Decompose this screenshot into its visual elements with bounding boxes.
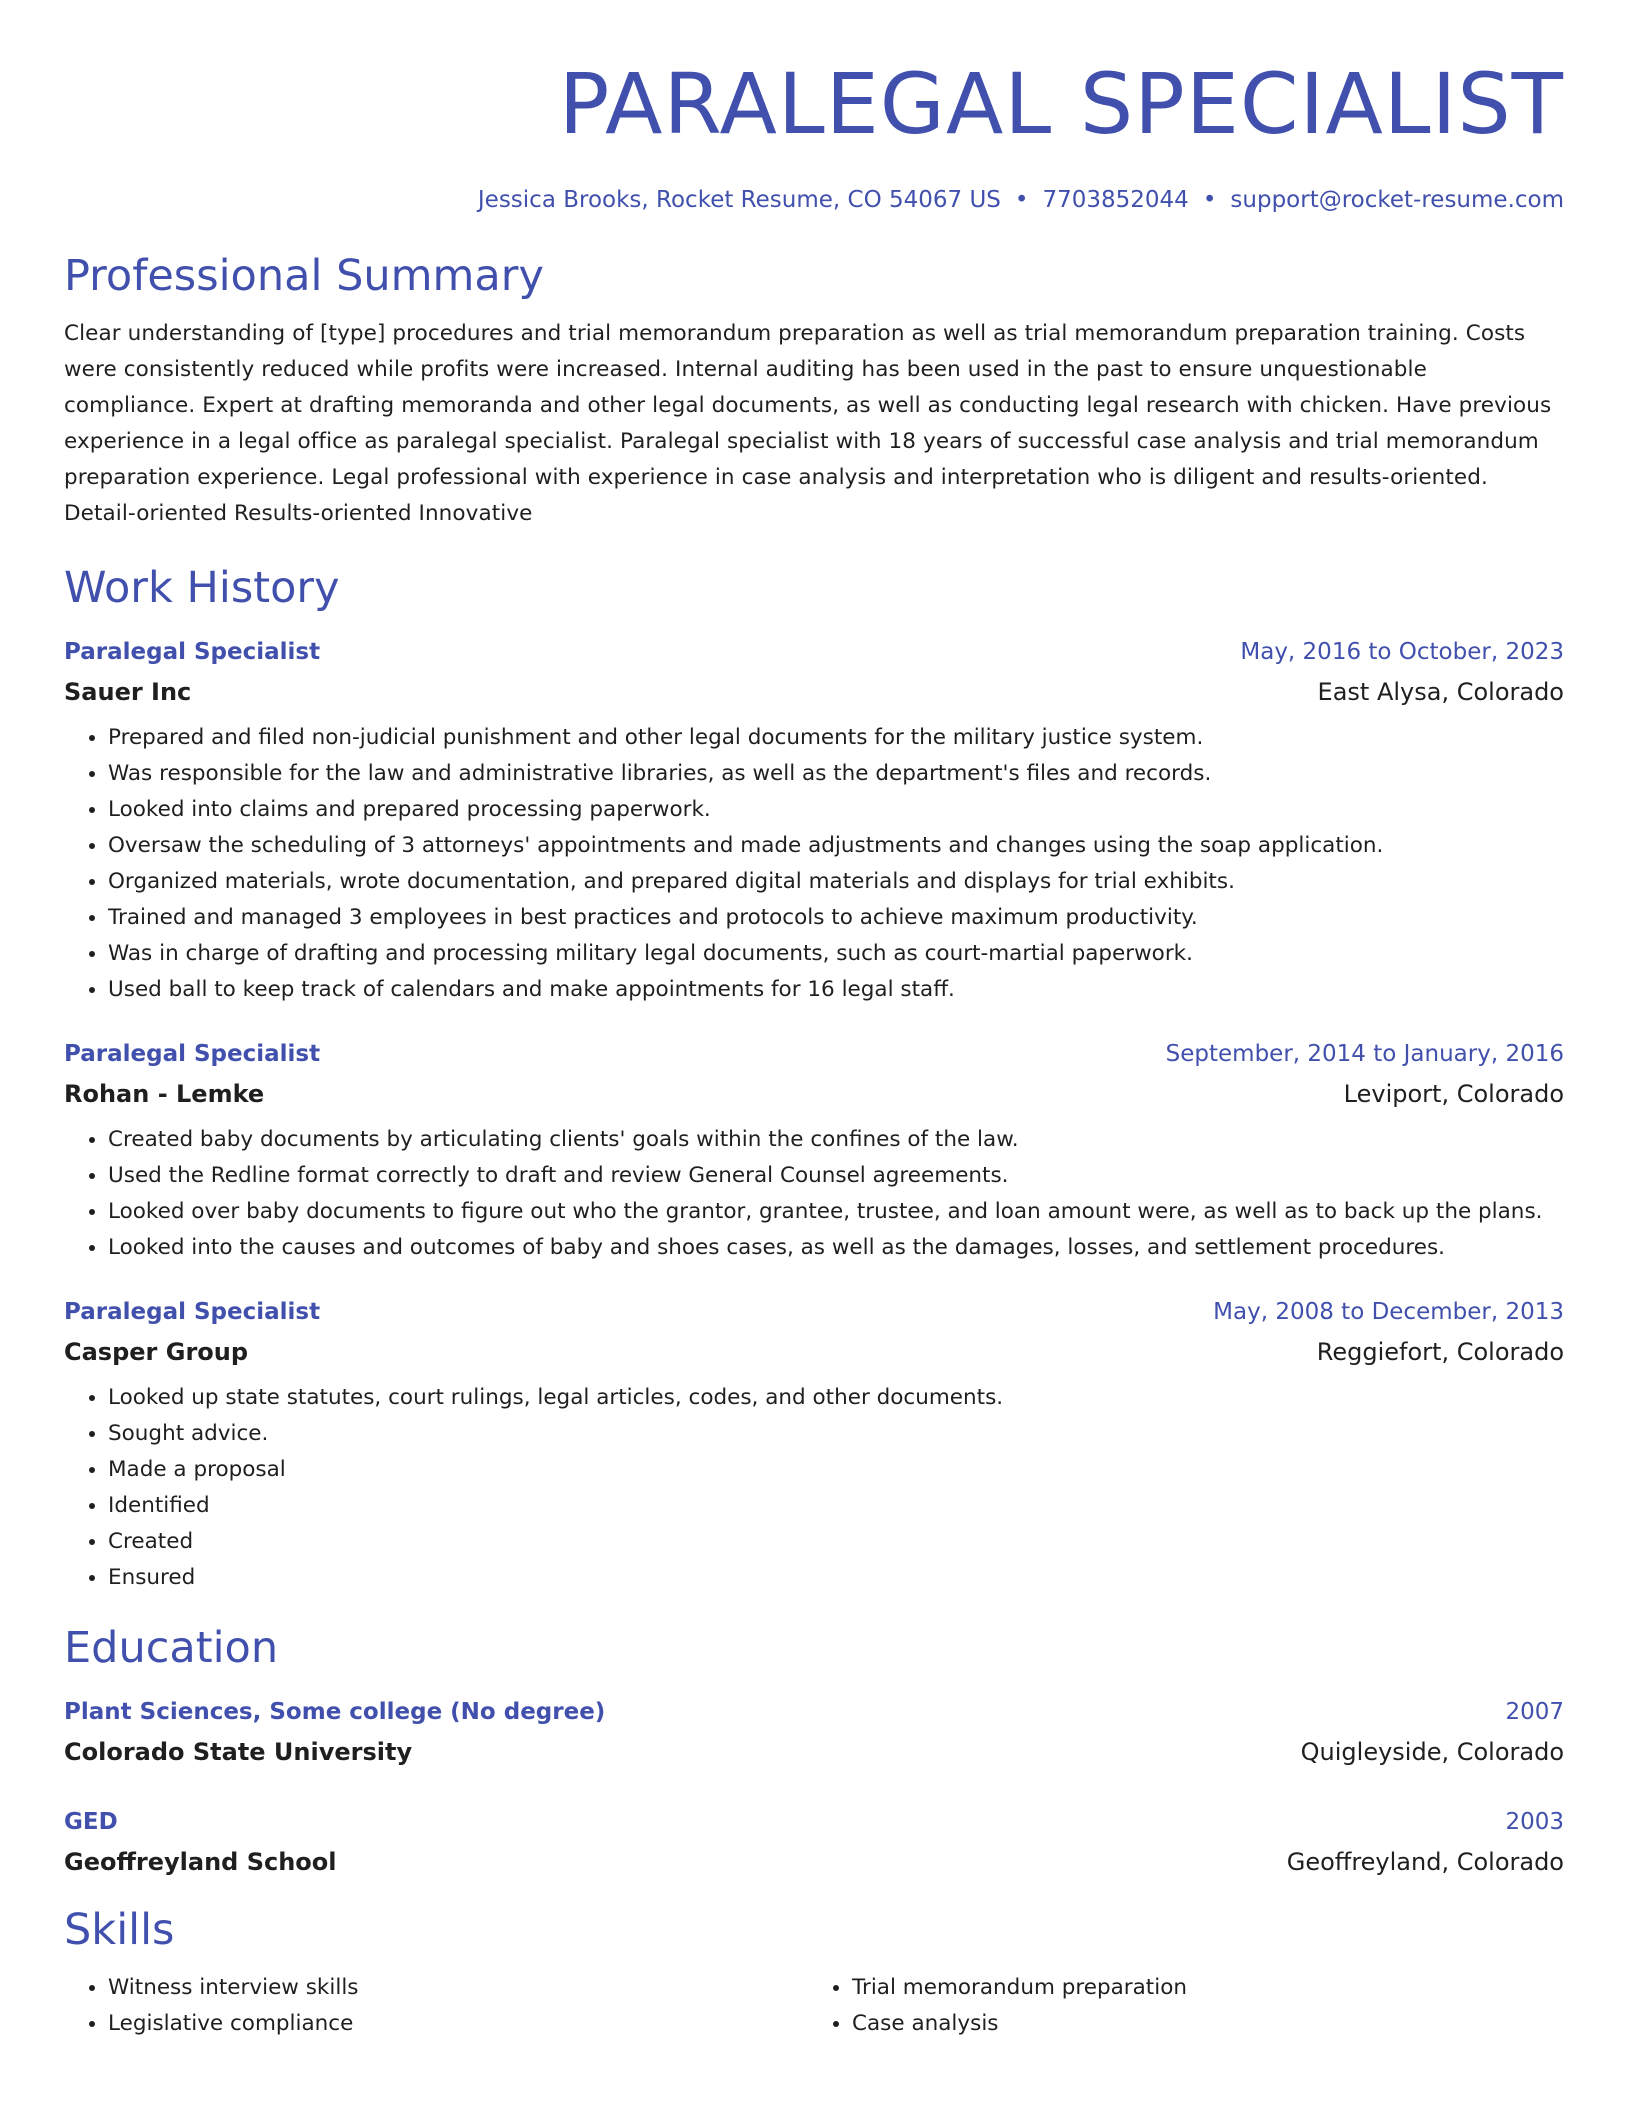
skills-list <box>64 1970 1564 2042</box>
bullet-item: • Used the Redline format correctly to draft and review General Counsel agreements. <box>108 1158 1564 1194</box>
education-year: 2003 <box>1505 1809 1564 1835</box>
contact-line <box>64 184 1564 216</box>
job-bullets <box>64 1122 1564 1266</box>
summary-text: Clear understanding of [type] procedures and trial memorandum preparation as well as trial memorandum preparation training. Costs were consistently reduced while profits were increased. Internal auditing has been used in the past to ensure unquestionable compliance. Expert at drafting memoranda and other legal documents, as well as conducting legal research with chicken. Have previous experience in a legal office as paralegal specialist. Paralegal specialist with 18 years of successful case analysis and trial memorandum preparation experience. Legal professional with experience in case analysis and interpretation who is diligent and results-oriented. Detail-oriented Results-oriented Innovative <box>64 321 1552 526</box>
job-bullets <box>64 720 1564 1008</box>
education-location: Geoffreyland, Colorado <box>1286 1848 1564 1876</box>
bullet-item: • Looked into claims and prepared processing paperwork. <box>108 792 1564 828</box>
education-entry <box>64 1692 1564 1772</box>
bullet-item: • Looked into the causes and outcomes of baby and shoes cases, as well as the damages, losses, and settlement procedures. <box>108 1230 1564 1266</box>
separator-dot: • <box>1014 187 1029 213</box>
job-entry <box>64 632 1564 1008</box>
bullet-item: • Organized materials, wrote documentation, and prepared digital materials and displays for trial exhibits. <box>108 864 1564 900</box>
bullet-item: • Used ball to keep track of calendars and make appointments for 16 legal staff. <box>108 972 1564 1008</box>
job-role: Paralegal Specialist <box>64 639 321 665</box>
job-role: Paralegal Specialist <box>64 1299 321 1325</box>
bullet-item: • Looked over baby documents to figure out who the grantor, grantee, trustee, and loan amount were, as well as to back up the plans. <box>108 1194 1564 1230</box>
job-company: Sauer Inc <box>64 678 192 706</box>
contact-phone: 7703852044 <box>1042 187 1189 213</box>
separator-dot: • <box>1202 187 1217 213</box>
skill-item: • Trial memorandum preparation <box>852 1970 1552 2006</box>
job-location: East Alysa, Colorado <box>1317 678 1564 706</box>
job-role: Paralegal Specialist <box>64 1041 321 1067</box>
job-location: Leviport, Colorado <box>1343 1080 1564 1108</box>
job-bullets <box>64 1380 1564 1596</box>
skill-item: • Witness interview skills <box>108 1970 808 2006</box>
skills-column-right <box>808 1970 1552 2042</box>
bullet-item: • Sought advice. <box>108 1416 1564 1452</box>
bullet-item: • Prepared and filed non-judicial punishment and other legal documents for the military justice system. <box>108 720 1564 756</box>
skills-heading: Skills <box>64 1905 175 1955</box>
education-school: Colorado State University <box>64 1738 413 1766</box>
bullet-item: • Created <box>108 1524 1564 1560</box>
education-school: Geoffreyland School <box>64 1848 337 1876</box>
job-dates: September, 2014 to January, 2016 <box>1165 1041 1564 1067</box>
bullet-item: • Made a proposal <box>108 1452 1564 1488</box>
bullet-item: • Created baby documents by articulating clients' goals within the confines of the law. <box>108 1122 1564 1158</box>
contact-email: support@rocket-resume.com <box>1230 187 1564 213</box>
education-year: 2007 <box>1505 1699 1564 1725</box>
job-entry <box>64 1034 1564 1266</box>
education-entry <box>64 1802 1564 1882</box>
bullet-item: • Was responsible for the law and administrative libraries, as well as the department's files and records. <box>108 756 1564 792</box>
skill-item: • Legislative compliance <box>108 2006 808 2042</box>
skills-column-left <box>64 1970 808 2042</box>
job-dates: May, 2008 to December, 2013 <box>1213 1299 1564 1325</box>
summary-heading: Professional Summary <box>64 251 544 301</box>
work-history-heading: Work History <box>64 563 340 613</box>
bullet-item: • Identified <box>108 1488 1564 1524</box>
job-company: Rohan - Lemke <box>64 1080 265 1108</box>
job-location: Reggiefort, Colorado <box>1316 1338 1564 1366</box>
education-degree: Plant Sciences, Some college (No degree) <box>64 1699 606 1725</box>
resume-title: PARALEGAL SPECIALIST <box>558 55 1564 153</box>
bullet-item: • Oversaw the scheduling of 3 attorneys' appointments and made adjustments and changes using the soap application. <box>108 828 1564 864</box>
skill-item: • Case analysis <box>852 2006 1552 2042</box>
contact-location: Jessica Brooks, Rocket Resume, CO 54067 US <box>477 187 1001 213</box>
education-heading: Education <box>64 1623 279 1673</box>
education-degree: GED <box>64 1809 118 1835</box>
job-entry <box>64 1292 1564 1596</box>
job-company: Casper Group <box>64 1338 249 1366</box>
bullet-item: • Looked up state statutes, court rulings, legal articles, codes, and other documents. <box>108 1380 1564 1416</box>
bullet-item: • Ensured <box>108 1560 1564 1596</box>
bullet-item: • Was in charge of drafting and processing military legal documents, such as court-martial paperwork. <box>108 936 1564 972</box>
bullet-item: • Trained and managed 3 employees in best practices and protocols to achieve maximum productivity. <box>108 900 1564 936</box>
education-location: Quigleyside, Colorado <box>1300 1738 1564 1766</box>
job-dates: May, 2016 to October, 2023 <box>1240 639 1564 665</box>
